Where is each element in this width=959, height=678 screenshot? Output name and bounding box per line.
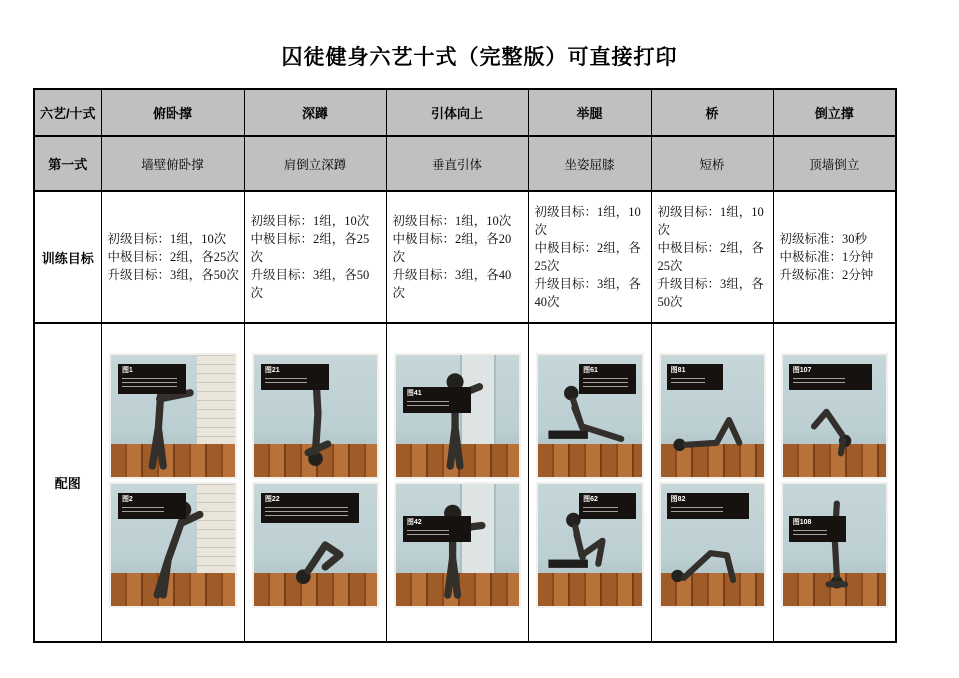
figure-number: 图107	[792, 366, 812, 374]
photo-caption	[403, 387, 471, 413]
table-header-row	[34, 89, 896, 136]
photos-label: 配图	[34, 323, 101, 642]
photo-caption	[118, 364, 186, 394]
photo-caption	[118, 493, 186, 519]
figure-silhouette	[783, 484, 887, 606]
figure-silhouette	[396, 484, 519, 606]
exercise-photo	[109, 353, 237, 479]
figure-number: 图1	[121, 366, 133, 374]
figure-number: 图42	[406, 518, 422, 526]
goal-line: 升级目标：3组，各50次	[107, 268, 239, 283]
figure-number: 图2	[121, 495, 133, 503]
goal-cell	[386, 191, 528, 323]
goal-line: 初级目标：1组，10次	[534, 204, 641, 237]
photo-cell-pullup	[386, 323, 528, 642]
figure-number: 图22	[264, 495, 280, 503]
photo-cell-bridge	[651, 323, 773, 642]
photo-caption	[579, 493, 636, 519]
figure-silhouette	[396, 355, 519, 477]
corner-header: 六艺/十式	[34, 89, 101, 136]
training-goals-label: 训练目标	[34, 191, 101, 323]
caption-text-lines	[265, 378, 307, 386]
caption-text-lines	[793, 378, 845, 386]
goal-line: 中极目标：2组，各25次	[250, 231, 370, 264]
figure-number: 图61	[583, 366, 598, 374]
photo-caption	[403, 516, 471, 542]
goal-line: 中极标准：1分钟	[779, 249, 874, 264]
goal-line: 中极目标：2组，各25次	[534, 240, 641, 273]
photo-caption	[667, 364, 724, 390]
goal-cell	[101, 191, 244, 323]
caption-text-lines	[583, 507, 617, 515]
exercise-photo	[659, 353, 766, 479]
exercise-photo	[394, 353, 521, 479]
caption-text-lines	[583, 378, 628, 390]
step-cell: 墙壁俯卧撑	[101, 136, 244, 191]
step-cell: 垂直引体	[386, 136, 528, 191]
caption-text-lines	[671, 378, 705, 386]
header-bridge: 桥	[651, 89, 773, 136]
caption-text-lines	[407, 401, 449, 409]
caption-text-lines	[265, 507, 348, 519]
photo-caption	[261, 493, 359, 523]
goal-line: 升级目标：3组，各40次	[534, 277, 641, 310]
goal-cell	[528, 191, 651, 323]
photo-caption	[667, 493, 749, 519]
step-cell: 肩倒立深蹲	[244, 136, 386, 191]
header-squat: 深蹲	[244, 89, 386, 136]
header-handstand: 倒立撑	[773, 89, 896, 136]
step-cell: 短桥	[651, 136, 773, 191]
goal-line: 初级目标：1组，10次	[107, 231, 227, 246]
step-cell: 顶墙倒立	[773, 136, 896, 191]
goal-line: 中极目标：2组，各20次	[392, 231, 512, 264]
photo-cell-handstand	[773, 323, 896, 642]
step-cell: 坐姿屈膝	[528, 136, 651, 191]
goal-line: 升级目标：3组，各50次	[657, 277, 764, 310]
goal-cell	[773, 191, 896, 323]
exercise-photo	[394, 482, 521, 608]
photo-caption	[789, 516, 846, 542]
figure-number: 图81	[670, 366, 686, 374]
goal-line: 初级目标：1组，10次	[392, 213, 512, 228]
figure-number: 图82	[670, 495, 686, 503]
figure-number: 图62	[583, 495, 598, 503]
header-pushup: 俯卧撑	[101, 89, 244, 136]
figure-number: 图41	[406, 389, 422, 397]
page-title: 囚徒健身六艺十式（完整版）可直接打印	[281, 46, 678, 69]
photo-cell-pushup	[101, 323, 244, 642]
exercise-photo	[252, 353, 379, 479]
goal-line: 中极目标：2组，各25次	[657, 240, 764, 273]
photo-caption	[579, 364, 636, 394]
goal-line: 初级目标：1组，10次	[657, 204, 764, 237]
exercise-photo	[781, 482, 889, 608]
exercise-photo	[659, 482, 766, 608]
figure-number: 图108	[792, 518, 812, 526]
goal-line: 升级标准：2分钟	[779, 268, 874, 283]
training-goals-row	[34, 191, 896, 323]
goal-cell	[244, 191, 386, 323]
photos-row	[34, 323, 896, 642]
photo-caption	[789, 364, 872, 390]
header-pullup: 引体向上	[386, 89, 528, 136]
goal-line: 中极目标：2组，各25次	[107, 249, 239, 264]
caption-text-lines	[793, 530, 827, 538]
figure-number: 图21	[264, 366, 280, 374]
header-legraise: 举腿	[528, 89, 651, 136]
exercise-table	[33, 88, 897, 643]
goal-cell	[651, 191, 773, 323]
step-one-label: 第一式	[34, 136, 101, 191]
caption-text-lines	[671, 507, 723, 515]
caption-text-lines	[122, 507, 164, 515]
exercise-photo	[781, 353, 889, 479]
exercise-photo	[109, 482, 237, 608]
photo-caption	[261, 364, 329, 390]
goal-line: 初级目标：1组，10次	[250, 213, 370, 228]
caption-text-lines	[122, 378, 177, 390]
caption-text-lines	[407, 530, 449, 538]
photo-cell-squat	[244, 323, 386, 642]
goal-line: 初级标准：30秒	[779, 231, 868, 246]
goal-line: 升级目标：3组，各40次	[392, 268, 512, 301]
photo-cell-legraise	[528, 323, 651, 642]
exercise-photo	[536, 353, 644, 479]
exercise-photo	[252, 482, 379, 608]
exercise-photo	[536, 482, 644, 608]
goal-line: 升级目标：3组，各50次	[250, 268, 370, 301]
step-one-row	[34, 136, 896, 191]
